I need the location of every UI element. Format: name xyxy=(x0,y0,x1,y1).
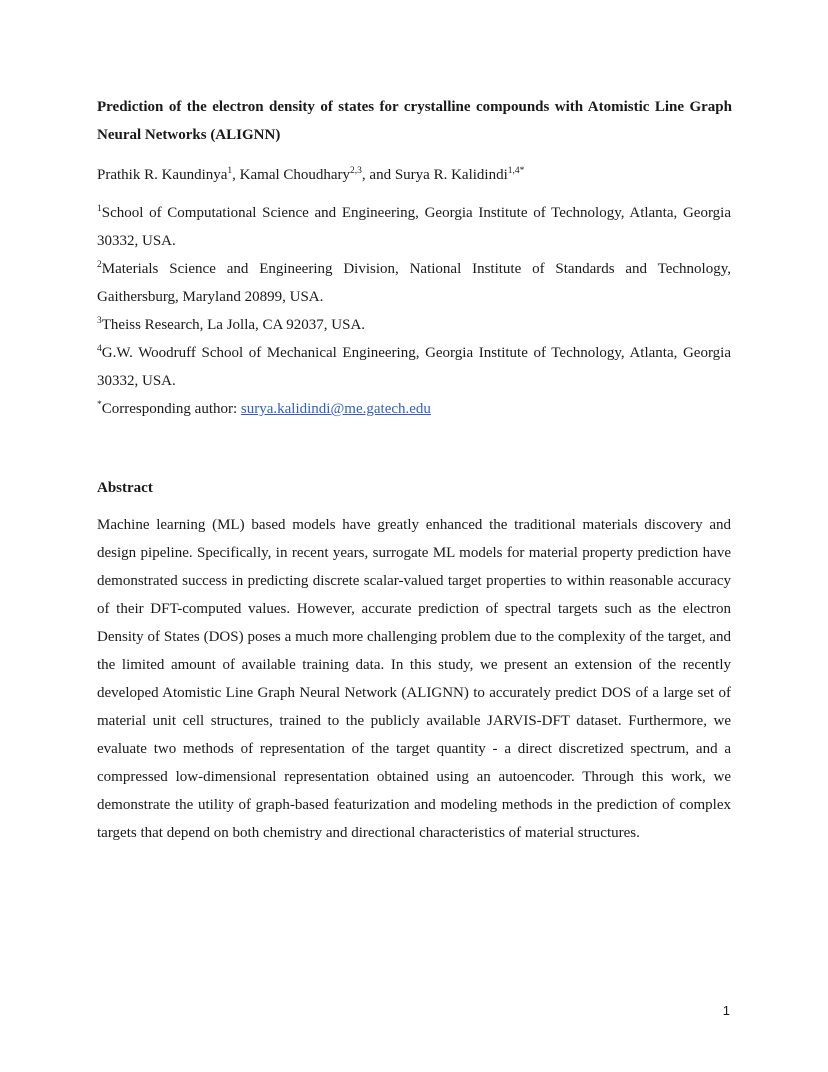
author-affiliation-marker: 2,3 xyxy=(350,166,362,176)
affiliation-marker: 2 xyxy=(97,260,102,270)
affiliation-marker: 1 xyxy=(97,204,102,214)
affiliation-text: Materials Science and Engineering Division, National Institute of Standards and Technology, Gaithersburg, Maryland 20899, USA. xyxy=(97,261,731,305)
affiliation-text: G.W. Woodruff School of Mechanical Engineering, Georgia Institute of Technology, Atlanta, Georgia 30332, USA. xyxy=(97,345,731,389)
affiliation-item xyxy=(97,199,731,255)
author-affiliation-marker: 1 xyxy=(227,166,233,176)
affiliation-item xyxy=(97,311,731,339)
author-separator: , xyxy=(232,167,240,183)
affiliation-item xyxy=(97,339,731,395)
affiliation-list xyxy=(97,199,731,423)
author-name: Kamal Choudhary xyxy=(239,167,351,183)
affiliation-text: Theiss Research, La Jolla, CA 92037, USA. xyxy=(101,317,366,333)
author-affiliation-marker: 1,4* xyxy=(507,166,525,176)
author-separator: , and xyxy=(361,167,395,183)
abstract-heading: Abstract xyxy=(97,480,153,496)
corresponding-marker: * xyxy=(97,400,102,410)
author-name: Surya R. Kalidindi xyxy=(394,167,508,183)
affiliation-text: School of Computational Science and Engineering, Georgia Institute of Technology, Atlanta, Georgia 30332, USA. xyxy=(97,205,731,249)
corresponding-author xyxy=(97,395,731,423)
author-name: Prathik R. Kaundinya xyxy=(97,167,228,183)
affiliation-item xyxy=(97,255,731,311)
paper-title: Prediction of the electron density of states for crystalline compounds with Atomistic Line Graph Neural Networks (ALIGNN) xyxy=(97,99,732,143)
affiliation-marker: 4 xyxy=(97,344,102,354)
corresponding-label: Corresponding author: xyxy=(101,401,241,417)
author-list xyxy=(97,161,732,189)
corresponding-email-link[interactable]: surya.kalidindi@me.gatech.edu xyxy=(240,401,431,417)
page-number: 1 xyxy=(722,1003,730,1018)
affiliation-marker: 3 xyxy=(97,316,102,326)
abstract-body: Machine learning (ML) based models have greatly enhanced the traditional materials discovery and design pipeline. Specifically, in recent years, surrogate ML models for material property prediction have demonstrated success in predicting discrete scalar-valued target properties to within reasonable accuracy of their DFT-computed values. However, accurate prediction of spectral targets such as the electron Density of States (DOS) poses a much more challenging problem due to the complexity of the target, and the limited amount of available training data. In this study, we present an extension of the recently developed Atomistic Line Graph Neural Network (ALIGNN) to accurately predict DOS of a large set of material unit cell structures, trained to the publicly available JARVIS-DFT dataset. Furthermore, we evaluate two methods of representation of the target quantity - a direct discretized spectrum, and a compressed low-dimensional representation obtained using an autoencoder. Through this work, we demonstrate the utility of graph-based featurization and modeling methods in the prediction of complex targets that depend on both chemistry and directional characteristics of material structures. xyxy=(97,517,731,841)
